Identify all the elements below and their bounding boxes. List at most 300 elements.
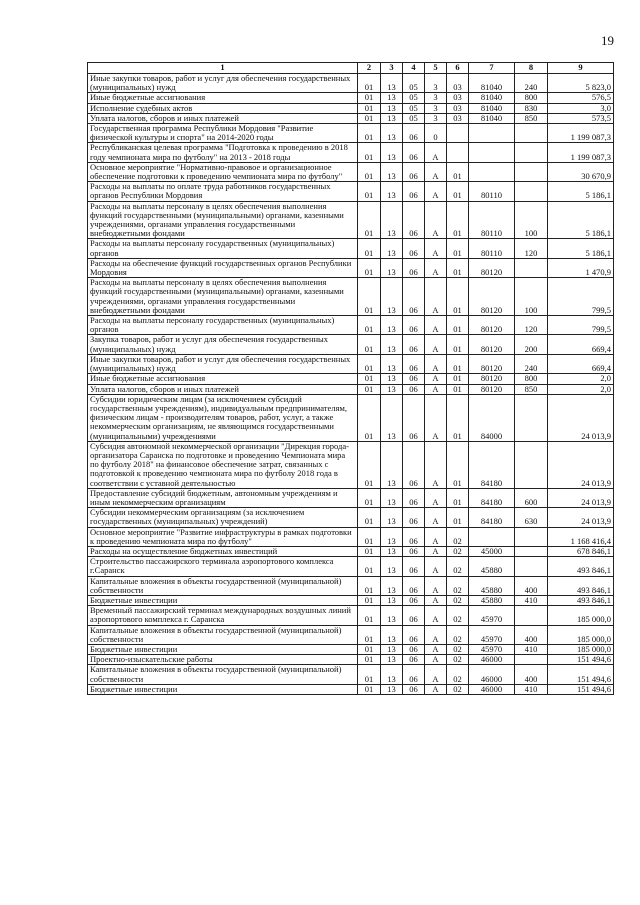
activity-code-cell xyxy=(447,143,469,162)
item-name-cell: Иные бюджетные ассигнования xyxy=(88,374,358,384)
column-header: 9 xyxy=(548,63,614,74)
table-row xyxy=(88,113,614,123)
program-code-cell: 06 xyxy=(403,354,425,373)
subprogram-code-cell: А xyxy=(425,239,447,258)
amount-cell: 1 168 416,4 xyxy=(548,527,614,546)
subsection-code-cell: 13 xyxy=(381,316,403,335)
table-row xyxy=(88,488,614,507)
item-name-cell: Государственная программа Республики Мордовия "Развитие физической культуры и спорта" на 2014-2020 годы xyxy=(88,124,358,143)
subprogram-code-cell: А xyxy=(425,162,447,181)
section-code-cell: 01 xyxy=(358,113,381,123)
item-name-cell: Капитальные вложения в объекты государственной (муниципальной) собственности xyxy=(88,665,358,684)
subsection-code-cell: 13 xyxy=(381,488,403,507)
subprogram-code-cell: А xyxy=(425,316,447,335)
table-row xyxy=(88,546,614,556)
subsection-code-cell: 13 xyxy=(381,124,403,143)
amount-cell: 493 846,1 xyxy=(548,595,614,605)
section-code-cell: 01 xyxy=(358,684,381,694)
type-code-cell: 100 xyxy=(515,278,548,316)
amount-cell: 678 846,1 xyxy=(548,546,614,556)
expense-code-cell: 80110 xyxy=(469,239,515,258)
amount-cell: 1 199 087,3 xyxy=(548,124,614,143)
expense-code-cell: 45970 xyxy=(469,625,515,644)
section-code-cell: 01 xyxy=(358,508,381,527)
table-row xyxy=(88,595,614,605)
table-row xyxy=(88,316,614,335)
activity-code-cell: 02 xyxy=(447,606,469,625)
amount-cell: 5 186,1 xyxy=(548,182,614,201)
subsection-code-cell: 13 xyxy=(381,258,403,277)
type-code-cell xyxy=(515,606,548,625)
subprogram-code-cell: 3 xyxy=(425,93,447,103)
subsection-code-cell: 13 xyxy=(381,557,403,576)
amount-cell: 185 000,0 xyxy=(548,625,614,644)
subprogram-code-cell: А xyxy=(425,557,447,576)
subprogram-code-cell: А xyxy=(425,354,447,373)
section-code-cell: 01 xyxy=(358,143,381,162)
subprogram-code-cell: А xyxy=(425,384,447,394)
program-code-cell: 06 xyxy=(403,606,425,625)
program-code-cell: 06 xyxy=(403,576,425,595)
subprogram-code-cell: А xyxy=(425,258,447,277)
subsection-code-cell: 13 xyxy=(381,182,403,201)
item-name-cell: Капитальные вложения в объекты государственной (муниципальной) собственности xyxy=(88,576,358,595)
table-row xyxy=(88,557,614,576)
subsection-code-cell: 13 xyxy=(381,625,403,644)
program-code-cell: 06 xyxy=(403,441,425,488)
expense-code-cell: 84000 xyxy=(469,394,515,441)
amount-cell: 669,4 xyxy=(548,354,614,373)
subprogram-code-cell: А xyxy=(425,684,447,694)
activity-code-cell: 02 xyxy=(447,684,469,694)
section-code-cell: 01 xyxy=(358,335,381,354)
amount-cell: 5 186,1 xyxy=(548,239,614,258)
program-code-cell: 06 xyxy=(403,508,425,527)
table-row xyxy=(88,162,614,181)
program-code-cell: 05 xyxy=(403,93,425,103)
type-code-cell: 800 xyxy=(515,93,548,103)
activity-code-cell: 01 xyxy=(447,354,469,373)
subprogram-code-cell: А xyxy=(425,335,447,354)
table-body xyxy=(88,74,614,695)
subprogram-code-cell: А xyxy=(425,508,447,527)
item-name-cell: Бюджетные инвестиции xyxy=(88,644,358,654)
program-code-cell: 06 xyxy=(403,143,425,162)
subsection-code-cell: 13 xyxy=(381,74,403,93)
item-name-cell: Расходы на выплаты персоналу государственных (муниципальных) органов xyxy=(88,239,358,258)
program-code-cell: 06 xyxy=(403,595,425,605)
amount-cell: 2,0 xyxy=(548,374,614,384)
item-name-cell: Бюджетные инвестиции xyxy=(88,684,358,694)
table-row xyxy=(88,665,614,684)
item-name-cell: Строительство пассажирского терминала аэропортового комплекса г.Саранск xyxy=(88,557,358,576)
subprogram-code-cell: А xyxy=(425,488,447,507)
table-row xyxy=(88,384,614,394)
amount-cell: 24 013,9 xyxy=(548,394,614,441)
amount-cell: 493 846,1 xyxy=(548,557,614,576)
subprogram-code-cell: А xyxy=(425,527,447,546)
subsection-code-cell: 13 xyxy=(381,113,403,123)
item-name-cell: Расходы на обеспечение функций государственных органов Республики Мордовия xyxy=(88,258,358,277)
section-code-cell: 01 xyxy=(358,354,381,373)
amount-cell: 24 013,9 xyxy=(548,441,614,488)
expense-code-cell xyxy=(469,162,515,181)
type-code-cell xyxy=(515,527,548,546)
section-code-cell: 01 xyxy=(358,625,381,644)
program-code-cell: 06 xyxy=(403,684,425,694)
item-name-cell: Уплата налогов, сборов и иных платежей xyxy=(88,384,358,394)
table-row xyxy=(88,278,614,316)
item-name-cell: Закупка товаров, работ и услуг для обеспечения государственных (муниципальных) нужд xyxy=(88,335,358,354)
activity-code-cell: 03 xyxy=(447,113,469,123)
subsection-code-cell: 13 xyxy=(381,103,403,113)
section-code-cell: 01 xyxy=(358,644,381,654)
program-code-cell: 05 xyxy=(403,74,425,93)
amount-cell: 493 846,1 xyxy=(548,576,614,595)
subsection-code-cell: 13 xyxy=(381,655,403,665)
item-name-cell: Республиканская целевая программа "Подготовка к проведению в 2018 году чемпионата мира по футболу" на 2013 - 2018 годы xyxy=(88,143,358,162)
column-header: 3 xyxy=(381,63,403,74)
type-code-cell xyxy=(515,124,548,143)
expense-code-cell: 81040 xyxy=(469,113,515,123)
expense-code-cell: 46000 xyxy=(469,684,515,694)
section-code-cell: 01 xyxy=(358,384,381,394)
subsection-code-cell: 13 xyxy=(381,354,403,373)
page-number: 19 xyxy=(601,33,614,48)
activity-code-cell: 02 xyxy=(447,644,469,654)
expense-code-cell: 80120 xyxy=(469,335,515,354)
activity-code-cell: 01 xyxy=(447,258,469,277)
activity-code-cell: 01 xyxy=(447,508,469,527)
item-name-cell: Субсидии юридическим лицам (за исключением субсидий государственным учреждениям), индивидуальным предпринимателям, физическим лицам - производителям товаров, работ, услуг, а также некоммерческим организациям, не являющимся государственными (муниципальными) учреждениями xyxy=(88,394,358,441)
program-code-cell: 06 xyxy=(403,527,425,546)
type-code-cell: 410 xyxy=(515,595,548,605)
table-row xyxy=(88,93,614,103)
subsection-code-cell: 13 xyxy=(381,546,403,556)
item-name-cell: Предоставление субсидий бюджетным, автономным учреждениям и иным некоммерческим организациям xyxy=(88,488,358,507)
subprogram-code-cell: А xyxy=(425,595,447,605)
section-code-cell: 01 xyxy=(358,74,381,93)
activity-code-cell: 01 xyxy=(447,201,469,239)
type-code-cell xyxy=(515,655,548,665)
activity-code-cell: 01 xyxy=(447,335,469,354)
subprogram-code-cell: А xyxy=(425,606,447,625)
subprogram-code-cell: А xyxy=(425,625,447,644)
table-row xyxy=(88,508,614,527)
subprogram-code-cell: А xyxy=(425,201,447,239)
program-code-cell: 06 xyxy=(403,665,425,684)
expense-code-cell: 45970 xyxy=(469,606,515,625)
section-code-cell: 01 xyxy=(358,665,381,684)
expense-code-cell: 81040 xyxy=(469,103,515,113)
program-code-cell: 06 xyxy=(403,239,425,258)
type-code-cell: 800 xyxy=(515,374,548,384)
type-code-cell: 120 xyxy=(515,316,548,335)
section-code-cell: 01 xyxy=(358,394,381,441)
expense-code-cell: 84180 xyxy=(469,441,515,488)
expense-code-cell: 80120 xyxy=(469,278,515,316)
amount-cell: 5 823,0 xyxy=(548,74,614,93)
expense-code-cell: 46000 xyxy=(469,665,515,684)
section-code-cell: 01 xyxy=(358,546,381,556)
expense-code-cell: 45880 xyxy=(469,557,515,576)
subsection-code-cell: 13 xyxy=(381,576,403,595)
expense-code-cell: 80120 xyxy=(469,384,515,394)
amount-cell: 185 000,0 xyxy=(548,606,614,625)
subsection-code-cell: 13 xyxy=(381,162,403,181)
table-row xyxy=(88,103,614,113)
section-code-cell: 01 xyxy=(358,124,381,143)
program-code-cell: 06 xyxy=(403,162,425,181)
subprogram-code-cell: А xyxy=(425,546,447,556)
activity-code-cell xyxy=(447,124,469,143)
subsection-code-cell: 13 xyxy=(381,527,403,546)
item-name-cell: Временный пассажирский терминал международных воздушных линий аэропортового комплекса г. Саранска xyxy=(88,606,358,625)
activity-code-cell: 01 xyxy=(447,394,469,441)
expense-code-cell: 80120 xyxy=(469,258,515,277)
activity-code-cell: 02 xyxy=(447,546,469,556)
expense-code-cell: 81040 xyxy=(469,93,515,103)
item-name-cell: Расходы на выплаты персоналу в целях обеспечения выполнения функций государственными (муниципальными) органами, казенными учреждениями, органами управления государственными внебюджетными фондами xyxy=(88,278,358,316)
item-name-cell: Субсидии некоммерческим организациям (за исключением государственных (муниципальных) учреждений) xyxy=(88,508,358,527)
item-name-cell: Иные закупки товаров, работ и услуг для обеспечения государственных (муниципальных) нужд xyxy=(88,74,358,93)
subsection-code-cell: 13 xyxy=(381,384,403,394)
subprogram-code-cell: А xyxy=(425,655,447,665)
section-code-cell: 01 xyxy=(358,606,381,625)
table-row xyxy=(88,441,614,488)
amount-cell: 3,0 xyxy=(548,103,614,113)
activity-code-cell: 01 xyxy=(447,374,469,384)
budget-table xyxy=(87,62,614,695)
subprogram-code-cell: 3 xyxy=(425,113,447,123)
table-row xyxy=(88,124,614,143)
amount-cell: 576,5 xyxy=(548,93,614,103)
type-code-cell: 850 xyxy=(515,113,548,123)
table-row xyxy=(88,606,614,625)
type-code-cell: 100 xyxy=(515,201,548,239)
expense-code-cell: 45880 xyxy=(469,576,515,595)
activity-code-cell: 02 xyxy=(447,665,469,684)
subprogram-code-cell: 3 xyxy=(425,74,447,93)
activity-code-cell: 01 xyxy=(447,239,469,258)
subsection-code-cell: 13 xyxy=(381,665,403,684)
activity-code-cell: 02 xyxy=(447,655,469,665)
item-name-cell: Иные закупки товаров, работ и услуг для обеспечения государственных (муниципальных) нужд xyxy=(88,354,358,373)
subprogram-code-cell: А xyxy=(425,278,447,316)
table-row xyxy=(88,374,614,384)
subsection-code-cell: 13 xyxy=(381,239,403,258)
program-code-cell: 06 xyxy=(403,335,425,354)
column-header: 5 xyxy=(425,63,447,74)
amount-cell: 1 470,9 xyxy=(548,258,614,277)
table-row xyxy=(88,576,614,595)
subsection-code-cell: 13 xyxy=(381,595,403,605)
item-name-cell: Расходы на осуществление бюджетных инвестиций xyxy=(88,546,358,556)
type-code-cell: 600 xyxy=(515,488,548,507)
type-code-cell xyxy=(515,143,548,162)
subprogram-code-cell: 3 xyxy=(425,103,447,113)
section-code-cell: 01 xyxy=(358,258,381,277)
amount-cell: 151 494,6 xyxy=(548,655,614,665)
activity-code-cell: 03 xyxy=(447,93,469,103)
subprogram-code-cell: А xyxy=(425,394,447,441)
amount-cell: 24 013,9 xyxy=(548,508,614,527)
type-code-cell: 240 xyxy=(515,354,548,373)
amount-cell: 1 199 087,3 xyxy=(548,143,614,162)
table-row xyxy=(88,182,614,201)
subsection-code-cell: 13 xyxy=(381,508,403,527)
type-code-cell: 830 xyxy=(515,103,548,113)
expense-code-cell: 80110 xyxy=(469,201,515,239)
subsection-code-cell: 13 xyxy=(381,143,403,162)
section-code-cell: 01 xyxy=(358,93,381,103)
program-code-cell: 06 xyxy=(403,655,425,665)
item-name-cell: Расходы на выплаты персоналу государственных (муниципальных) органов xyxy=(88,316,358,335)
expense-code-cell xyxy=(469,124,515,143)
type-code-cell: 850 xyxy=(515,384,548,394)
item-name-cell: Уплата налогов, сборов и иных платежей xyxy=(88,113,358,123)
type-code-cell: 400 xyxy=(515,665,548,684)
column-header: 4 xyxy=(403,63,425,74)
subprogram-code-cell: А xyxy=(425,644,447,654)
subprogram-code-cell: А xyxy=(425,576,447,595)
table-row xyxy=(88,239,614,258)
subsection-code-cell: 13 xyxy=(381,684,403,694)
item-name-cell: Расходы на выплаты персоналу в целях обеспечения выполнения функций государственными (муниципальными) органами, казенными учреждениями, органами управления государственными внебюджетными фондами xyxy=(88,201,358,239)
column-header: 8 xyxy=(515,63,548,74)
program-code-cell: 06 xyxy=(403,124,425,143)
section-code-cell: 01 xyxy=(358,595,381,605)
subprogram-code-cell: А xyxy=(425,374,447,384)
section-code-cell: 01 xyxy=(358,374,381,384)
subsection-code-cell: 13 xyxy=(381,201,403,239)
program-code-cell: 06 xyxy=(403,625,425,644)
item-name-cell: Иные бюджетные ассигнования xyxy=(88,93,358,103)
type-code-cell: 400 xyxy=(515,576,548,595)
expense-code-cell: 80120 xyxy=(469,354,515,373)
subprogram-code-cell: А xyxy=(425,665,447,684)
subprogram-code-cell: А xyxy=(425,182,447,201)
type-code-cell xyxy=(515,258,548,277)
activity-code-cell: 03 xyxy=(447,74,469,93)
amount-cell: 573,5 xyxy=(548,113,614,123)
item-name-cell: Бюджетные инвестиции xyxy=(88,595,358,605)
type-code-cell xyxy=(515,441,548,488)
table-row xyxy=(88,655,614,665)
program-code-cell: 06 xyxy=(403,384,425,394)
type-code-cell xyxy=(515,557,548,576)
amount-cell: 151 494,6 xyxy=(548,684,614,694)
section-code-cell: 01 xyxy=(358,182,381,201)
section-code-cell: 01 xyxy=(358,103,381,113)
amount-cell: 151 494,6 xyxy=(548,665,614,684)
program-code-cell: 06 xyxy=(403,374,425,384)
type-code-cell: 400 xyxy=(515,625,548,644)
subsection-code-cell: 13 xyxy=(381,394,403,441)
program-code-cell: 05 xyxy=(403,103,425,113)
item-name-cell: Проектно-изыскательские работы xyxy=(88,655,358,665)
table-row xyxy=(88,74,614,93)
expense-code-cell xyxy=(469,527,515,546)
section-code-cell: 01 xyxy=(358,557,381,576)
subsection-code-cell: 13 xyxy=(381,93,403,103)
amount-cell: 799,5 xyxy=(548,278,614,316)
amount-cell: 2,0 xyxy=(548,384,614,394)
section-code-cell: 01 xyxy=(358,239,381,258)
activity-code-cell: 02 xyxy=(447,576,469,595)
activity-code-cell: 02 xyxy=(447,595,469,605)
table-row xyxy=(88,258,614,277)
expense-code-cell: 84180 xyxy=(469,508,515,527)
amount-cell: 669,4 xyxy=(548,335,614,354)
program-code-cell: 06 xyxy=(403,557,425,576)
amount-cell: 185 000,0 xyxy=(548,644,614,654)
activity-code-cell: 01 xyxy=(447,278,469,316)
subsection-code-cell: 13 xyxy=(381,374,403,384)
table-row xyxy=(88,684,614,694)
table-row xyxy=(88,335,614,354)
activity-code-cell: 02 xyxy=(447,527,469,546)
subprogram-code-cell: А xyxy=(425,441,447,488)
section-code-cell: 01 xyxy=(358,201,381,239)
type-code-cell xyxy=(515,546,548,556)
subsection-code-cell: 13 xyxy=(381,644,403,654)
expense-code-cell: 45880 xyxy=(469,595,515,605)
type-code-cell: 630 xyxy=(515,508,548,527)
column-header: 1 xyxy=(88,63,358,74)
subprogram-code-cell: 0 xyxy=(425,124,447,143)
activity-code-cell: 01 xyxy=(447,162,469,181)
amount-cell: 30 670,9 xyxy=(548,162,614,181)
expense-code-cell: 80110 xyxy=(469,182,515,201)
program-code-cell: 06 xyxy=(403,488,425,507)
program-code-cell: 06 xyxy=(403,278,425,316)
expense-code-cell: 80120 xyxy=(469,374,515,384)
subsection-code-cell: 13 xyxy=(381,606,403,625)
amount-cell: 799,5 xyxy=(548,316,614,335)
section-code-cell: 01 xyxy=(358,488,381,507)
program-code-cell: 06 xyxy=(403,201,425,239)
item-name-cell: Расходы на выплаты по оплате труда работников государственных органов Республики Мордовия xyxy=(88,182,358,201)
expense-code-cell: 80120 xyxy=(469,316,515,335)
table-row xyxy=(88,527,614,546)
type-code-cell: 410 xyxy=(515,684,548,694)
section-code-cell: 01 xyxy=(358,316,381,335)
table-row xyxy=(88,354,614,373)
expense-code-cell xyxy=(469,143,515,162)
section-code-cell: 01 xyxy=(358,278,381,316)
subsection-code-cell: 13 xyxy=(381,335,403,354)
item-name-cell: Капитальные вложения в объекты государственной (муниципальной) собственности xyxy=(88,625,358,644)
program-code-cell: 06 xyxy=(403,546,425,556)
subsection-code-cell: 13 xyxy=(381,278,403,316)
activity-code-cell: 01 xyxy=(447,441,469,488)
activity-code-cell: 01 xyxy=(447,488,469,507)
item-name-cell: Исполнение судебных актов xyxy=(88,103,358,113)
amount-cell: 24 013,9 xyxy=(548,488,614,507)
activity-code-cell: 01 xyxy=(447,384,469,394)
section-code-cell: 01 xyxy=(358,576,381,595)
expense-code-cell: 45970 xyxy=(469,644,515,654)
activity-code-cell: 01 xyxy=(447,316,469,335)
type-code-cell xyxy=(515,162,548,181)
program-code-cell: 06 xyxy=(403,644,425,654)
column-header: 6 xyxy=(447,63,469,74)
table-row xyxy=(88,625,614,644)
subsection-code-cell: 13 xyxy=(381,441,403,488)
table-row xyxy=(88,143,614,162)
item-name-cell: Основное мероприятие "Нормативно-правовое и организационное обеспечение подготовки к проведению чемпионата мира по футболу" xyxy=(88,162,358,181)
